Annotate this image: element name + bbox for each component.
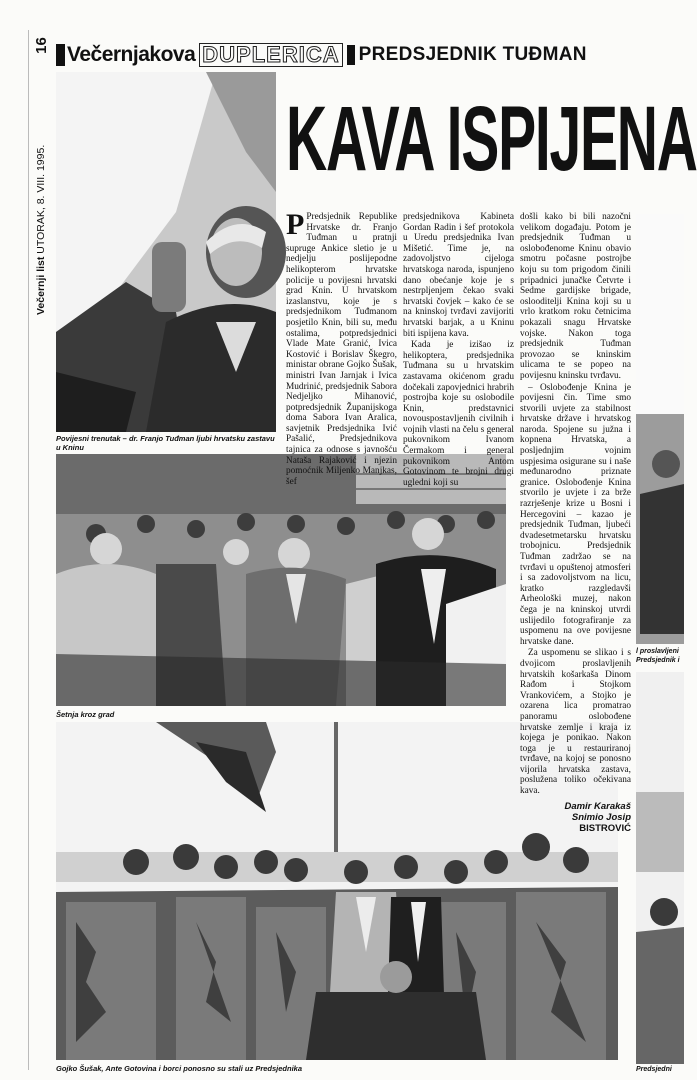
- masthead: [56, 42, 684, 68]
- facing-page-strip: [636, 214, 684, 1074]
- issue-date: Večernji list UTORAK, 8. VIII. 1995.: [35, 144, 47, 315]
- strip-caption-1a: l proslavljeni: [636, 648, 679, 655]
- page-number: 16: [32, 36, 50, 54]
- headline: KAVA ISPIJENA: [286, 88, 697, 190]
- strip-caption-2: Predsjedni: [636, 1066, 672, 1073]
- masthead-subject: PREDSJEDNIK TUĐMAN: [358, 44, 587, 65]
- strip-photo-1: [636, 214, 684, 644]
- caption-middle: Šetnja kroz grad: [56, 710, 115, 719]
- caption-bottom: Gojko Šušak, Ante Gotovina i borci ponosno su stali uz Predsjednika: [56, 1064, 303, 1073]
- page-info: [30, 30, 52, 320]
- article-column-3: došli kako bi bili nazočni velikom događaju. Potom je predsjednik Tuđman u oslobođenome Kninu obavio smotru počasne postrojbe koju su tom prigodom činili pripadnici junačke Četvrte i Sedme gardijske brigade, oslooditelji Knina koji su u vrlo kratkom roku četnicima pokazali snagu Hrvatske vojske. Nakon toga predsjednik Tuđman provozao se kninskim ulicama te se popeo na povijesnu kninsku tvrđavu. – Oslobođenje Knina je povijesni čin. Time smo stvorili uvjete za stabilnost hrvatske države i hrvatskog naroda. Spojene su južna i kopnena Hrvatska, a posljednjim vojnim uspjesima osigurane su i naše međunarodno priznate granice. Oslobođenje Knina stvorilo je uvjete i za brže razrješenje krize u Bosni i Hercegovini – kazao je predsjednik Tuđman, ljubeći dvadesetmetarsku hrvatsku trobojnicu. Predsjednik Tuđman zadržao se na tvrđavi u opuštenoj atmosferi i sa zadovoljstvom na licu, kratko razgledavši Arheološki muzej, nakon čega je na kninskoj utvrdi uslijedilo fotografiranje za uspomenu na ove povijesne hrvatske dane. Za uspomenu se slikao i s dvojicom proslavljenih hrvatskih košarkaša Dinom Rađom i Stojkom Vrankovićem, a Stojko je ozarena lica promatrao panoramu oslobođene hrvatske zemlje i kraja iz kojega je ponikao. Nakon toga je u restauriranoj tvrđave, na kojoj se ponosno vijorila hrvatska zastava, posluženа toliko očekivana kava. Damir Karakaš Snimio Josip BISTROVIĆ: [520, 212, 631, 834]
- article-column-1: P Predsjednik Republike Hrvatske dr. Franjo Tuđman u pratnji supruge Ankice sletio je u nedjelju poslijepodne helikopterom hrvatske policije u povijesni hrvatski grad Knin. U hrvatskom izaslanstvu, koje je s predsjednikom Tuđmanom posjetilo Knin, bili su, među ostalima, potpredsjednici Vlade Mate Granić, Ivica Kostović i Borislav Škegro, ministar obrane Gojko Šušak, ministri Ivan Jarnjak i Ivica Mudrinić, predsjednik Sabora Nedjeljko Mihanović, potpredsjednik Županijskoga doma Sabora Ivan Aralica, savjetnik Predsjednika Ivić Pašalić, Predsjednikova tajnica za odnose s javnošću Nataša Rajaković i njezin pomoćnik Miljenko Manjkas, šef: [286, 208, 397, 487]
- strip-photo-2: [636, 672, 684, 1064]
- masthead-bar: [56, 44, 65, 66]
- caption-top: Povijesni trenutak – dr. Franjo Tuđman ljubi hrvatsku zastavu u Kninu: [56, 434, 275, 452]
- masthead-divider: [347, 45, 355, 65]
- byline: Damir Karakaš Snimio Josip BISTROVIĆ: [564, 800, 631, 834]
- article-column-2: predsjednikova Kabineta Gordan Radin i šef protokola u Uredu predsjednika Ivan Mišetić. Time je, na zadovoljstvo cijeloga hrvatskoga naroda, ispunjeno dano obećanje koje je s nestrpljenjem čekao svaki hrvatski čovjek – kako će se na kninskoj tvrđavi zavijoriti hrvatski barjak, a u Kninu biti ispijena kava. Kada je izišao iz helikoptera, predsjednika Tuđmana su u hrvatskim zastavama okićenom gradu dočekali zapovjednici hrabrih postrojba koje su oslobodile Knin, predstavnici novouspostavljenih civilnih i vojnih vlasti na čelu s general pukovnikom Ivanom Čermakom i general pukovnikom Antom Gotovinom te brojni drugi ugledni koji su: [403, 212, 514, 488]
- masthead-section: DUPLERICA: [199, 43, 342, 67]
- strip-caption-1b: Predsjednik i: [636, 657, 680, 664]
- page-edge: [28, 30, 29, 1070]
- article-body: [286, 208, 632, 834]
- photo-flag-kiss: [56, 72, 276, 432]
- masthead-brand: Večernjakova: [67, 43, 196, 66]
